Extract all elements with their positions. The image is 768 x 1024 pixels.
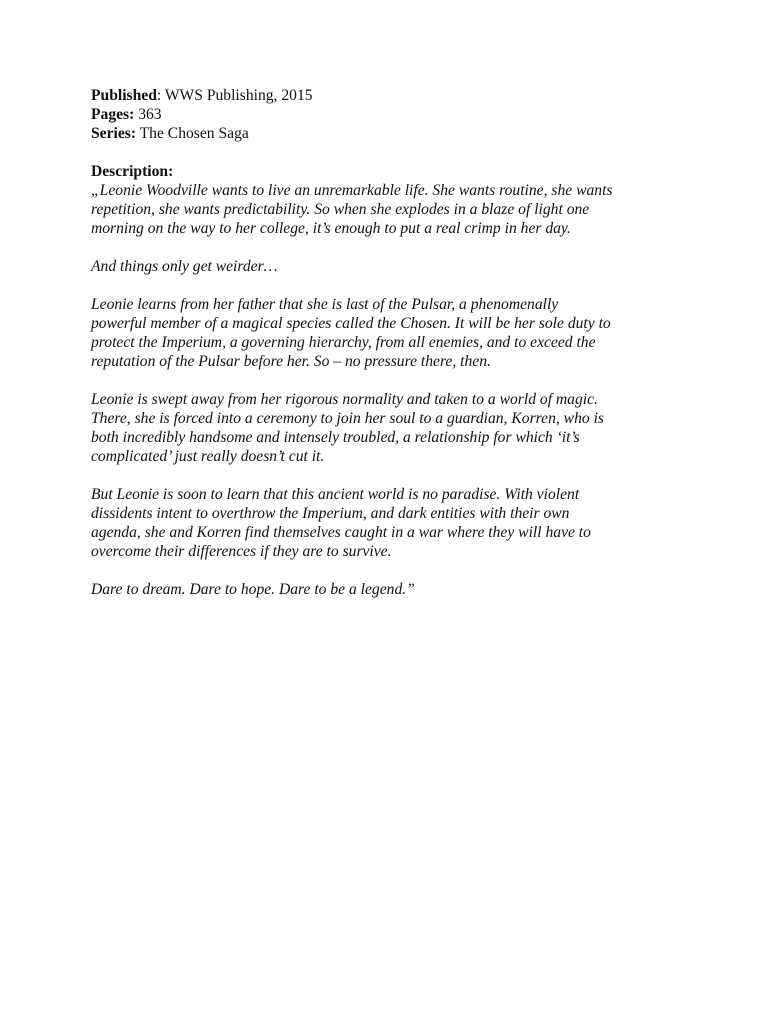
pages-value: 363 [134, 106, 162, 123]
book-info [91, 86, 691, 599]
pages-label: Pages: [91, 106, 135, 123]
pages-line [91, 105, 691, 124]
text-line: But Leonie is soon to learn that this ancient world is no paradise. With violent [91, 486, 580, 503]
description-paragraph [91, 257, 691, 276]
text-line: reputation of the Pulsar before her. So – no pressure there, then. [91, 353, 491, 370]
series-line [91, 124, 691, 143]
published-label: Published [91, 87, 157, 104]
text-line: Leonie learns from her father that she is last of the Pulsar, a phenomenally [91, 296, 559, 313]
text-line: overcome their differences if they are to survive. [91, 543, 392, 560]
text-line: powerful member of a magical species called the Chosen. It will be her sole duty to [91, 315, 611, 332]
text-line: „Leonie Woodville wants to live an unremarkable life. She wants routine, she wants [91, 182, 613, 199]
description-paragraph [91, 580, 691, 599]
description-paragraph [91, 390, 691, 466]
text-line: dissidents intent to overthrow the Imperium, and dark entities with their own [91, 505, 570, 522]
text-line: agenda, she and Korren find themselves caught in a war where they will have to [91, 524, 591, 541]
description-paragraph [91, 485, 691, 561]
text-line: repetition, she wants predictability. So when she explodes in a blaze of light one [91, 201, 590, 218]
published-value: : WWS Publishing, 2015 [156, 87, 313, 104]
text-line: morning on the way to her college, it’s enough to put a real crimp in her day. [91, 220, 571, 237]
description-heading: Description: [91, 163, 174, 180]
text-line: Dare to dream. Dare to hope. Dare to be a legend.” [91, 581, 415, 598]
description-paragraph [91, 181, 691, 238]
text-line: complicated’ just really doesn’t cut it. [91, 448, 325, 465]
series-label: Series: [91, 125, 137, 142]
published-line [91, 86, 691, 105]
text-line: There, she is forced into a ceremony to join her soul to a guardian, Korren, who is [91, 410, 604, 427]
text-line: Leonie is swept away from her rigorous normality and taken to a world of magic. [91, 391, 598, 408]
text-line: And things only get weirder… [91, 258, 278, 275]
description-body [91, 181, 691, 599]
series-value: The Chosen Saga [136, 125, 249, 142]
text-line: protect the Imperium, a governing hierarchy, from all enemies, and to exceed the [91, 334, 596, 351]
text-line: both incredibly handsome and intensely troubled, a relationship for which ‘it’s [91, 429, 580, 446]
description-paragraph [91, 295, 691, 371]
